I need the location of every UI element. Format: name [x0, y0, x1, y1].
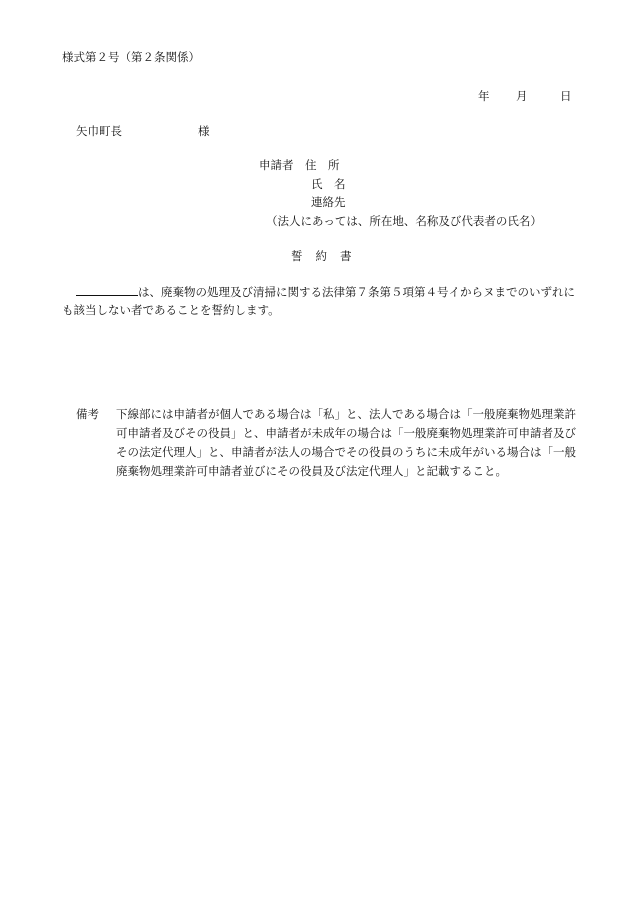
date-line — [478, 87, 572, 105]
addressee-honorific: 様 — [198, 124, 210, 138]
applicant-contact-label: 連絡先 — [311, 195, 346, 209]
applicant-label: 申請者 — [259, 158, 294, 172]
applicant-note: （法人にあっては、所在地、名称及び代表者の氏名） — [266, 214, 542, 228]
remarks-text: 下線部には申請者が個人である場合は「私」と、法人である場合は「一般廃棄物処理業許可申請者及びその役員」と、申請者が未成年の場合は「一般廃棄物処理業許可申請者及びその法定代理人」と、申請者が法人の場合でその役員のうちに未成年がいる場合は「一般廃棄物処理業許可申請者並びにその役員及び法定代理人」と記載すること。 — [116, 407, 576, 478]
pledge-body-text: は、廃棄物の処理及び清掃に関する法律第７条第５項第４号イからヌまでのいずれにも該当しない者であることを誓約します。 — [62, 285, 575, 317]
date-year-label: 年 — [478, 89, 490, 103]
page-title: 誓約書 — [291, 249, 365, 263]
applicant-name-row — [311, 175, 346, 193]
addressee-name: 矢巾町長 — [76, 124, 122, 138]
pledge-body — [62, 283, 582, 319]
applicant-name-label: 氏 名 — [311, 177, 346, 191]
date-month-label: 月 — [516, 89, 528, 103]
pledge-blank-underline — [76, 283, 138, 296]
form-number: 様式第２号（第２条関係） — [62, 50, 200, 64]
remarks — [76, 405, 586, 481]
applicant-address-label: 住 所 — [305, 158, 340, 172]
addressee — [76, 122, 210, 140]
remarks-label: 備考 — [76, 407, 99, 421]
applicant-address-row — [259, 156, 340, 174]
applicant-contact-row — [311, 193, 346, 211]
date-day-label: 日 — [560, 89, 572, 103]
